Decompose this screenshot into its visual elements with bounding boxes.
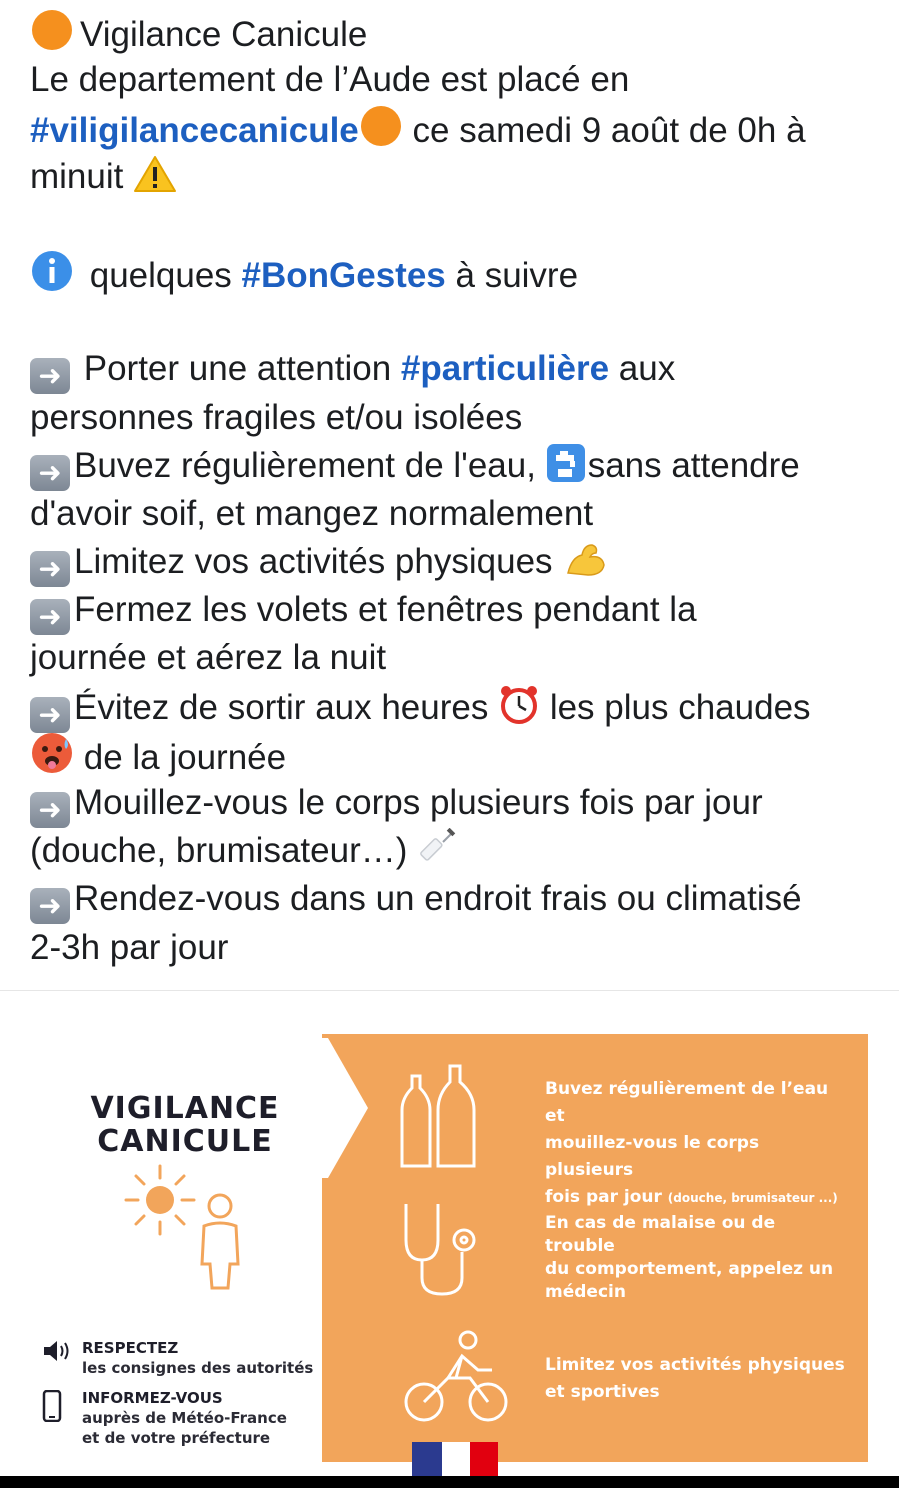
post-line: ➜ Mouillez-vous le corps plusieurs fois par jour	[30, 779, 880, 827]
post-title: Vigilance Canicule	[80, 15, 368, 54]
bottles-icon	[398, 1062, 480, 1172]
post-title-line	[30, 8, 880, 56]
post-line: ➜ Porter une attention #particulière aux	[30, 345, 880, 393]
advice-activity: Limitez vos activités physiques et sportives	[545, 1355, 845, 1402]
post-line: minuit	[30, 153, 880, 201]
info-icon	[30, 249, 74, 293]
speaker-icon	[42, 1340, 72, 1362]
post-line: personnes fragiles et/ou isolées	[30, 397, 523, 437]
flexed-biceps-icon	[562, 539, 608, 579]
faucet-icon	[546, 443, 586, 483]
post-line: ➜ Rendez-vous dans un endroit frais ou climatisé	[30, 875, 880, 923]
sun-icon	[126, 1166, 194, 1234]
stethoscope-icon	[400, 1200, 484, 1300]
warning-icon	[133, 154, 177, 194]
post-line: (douche, brumisateur…)	[30, 827, 880, 875]
phone-icon	[42, 1390, 62, 1422]
post-line: ➜ Limitez vos activités physiques	[30, 538, 880, 586]
respect-note: RESPECTEZ les consignes des autorités	[42, 1338, 313, 1378]
cyclist-icon	[400, 1330, 512, 1426]
person-icon	[202, 1195, 238, 1288]
panel-notch	[322, 1038, 370, 1178]
post-line: journée et aérez la nuit	[30, 638, 387, 678]
arrow-right-icon: ➜	[30, 792, 70, 828]
vigilance-infographic[interactable]	[0, 1000, 899, 1476]
infographic-notes	[42, 1338, 313, 1458]
post-body	[30, 8, 880, 972]
arrow-right-icon: ➜	[30, 888, 70, 924]
bottom-bar	[0, 1476, 899, 1488]
advice-doctor: En cas de malaise ou de trouble du comportement, appelez un médecin	[545, 1213, 834, 1302]
french-republic-logo	[412, 1442, 498, 1476]
syringe-icon	[417, 828, 457, 868]
arrow-right-icon: ➜	[30, 455, 70, 491]
arrow-right-icon: ➜	[30, 358, 70, 394]
arrow-right-icon: ➜	[30, 599, 70, 635]
post-line: d'avoir soif, et mangez normalement	[30, 493, 594, 533]
post-line: ➜ Fermez les volets et fenêtres pendant la	[30, 586, 880, 634]
post-line: ➜ Buvez régulièrement de l'eau, sans attendre	[30, 442, 880, 490]
arrow-right-icon: ➜	[30, 697, 70, 733]
inform-note: INFORMEZ-VOUS auprès de Météo-France et de votre préfecture	[42, 1388, 313, 1448]
orange-circle-icon	[359, 104, 403, 148]
sun-person-illustration	[120, 1160, 250, 1300]
divider	[0, 990, 899, 991]
orange-circle-icon	[30, 8, 74, 52]
infographic-title: VIGILANCE CANICULE	[90, 1091, 280, 1159]
hashtag-link[interactable]: #viligilancecanicule	[30, 111, 359, 151]
post-line: quelques #BonGestes à suivre	[30, 249, 880, 297]
advice-water: Buvez régulièrement de l’eau et mouillez-vous le corps plusieurs fois par jour (douche, brumisateur ...)	[545, 1079, 838, 1207]
post-line: ➜ Évitez de sortir aux heures les plus chaudes	[30, 683, 880, 731]
hashtag-link[interactable]: #BonGestes	[241, 255, 446, 295]
post-line: 2-3h par jour	[30, 927, 229, 967]
arrow-right-icon: ➜	[30, 551, 70, 587]
hot-face-icon	[30, 731, 74, 775]
alarm-clock-icon	[498, 683, 540, 725]
post-line: #viligilancecanicule ce samedi 9 août de 0h à	[30, 104, 880, 152]
post-line: Le departement de l’Aude est placé en	[30, 60, 630, 100]
hashtag-link[interactable]: #particulière	[400, 349, 610, 389]
post-line: de la journée	[30, 731, 880, 779]
